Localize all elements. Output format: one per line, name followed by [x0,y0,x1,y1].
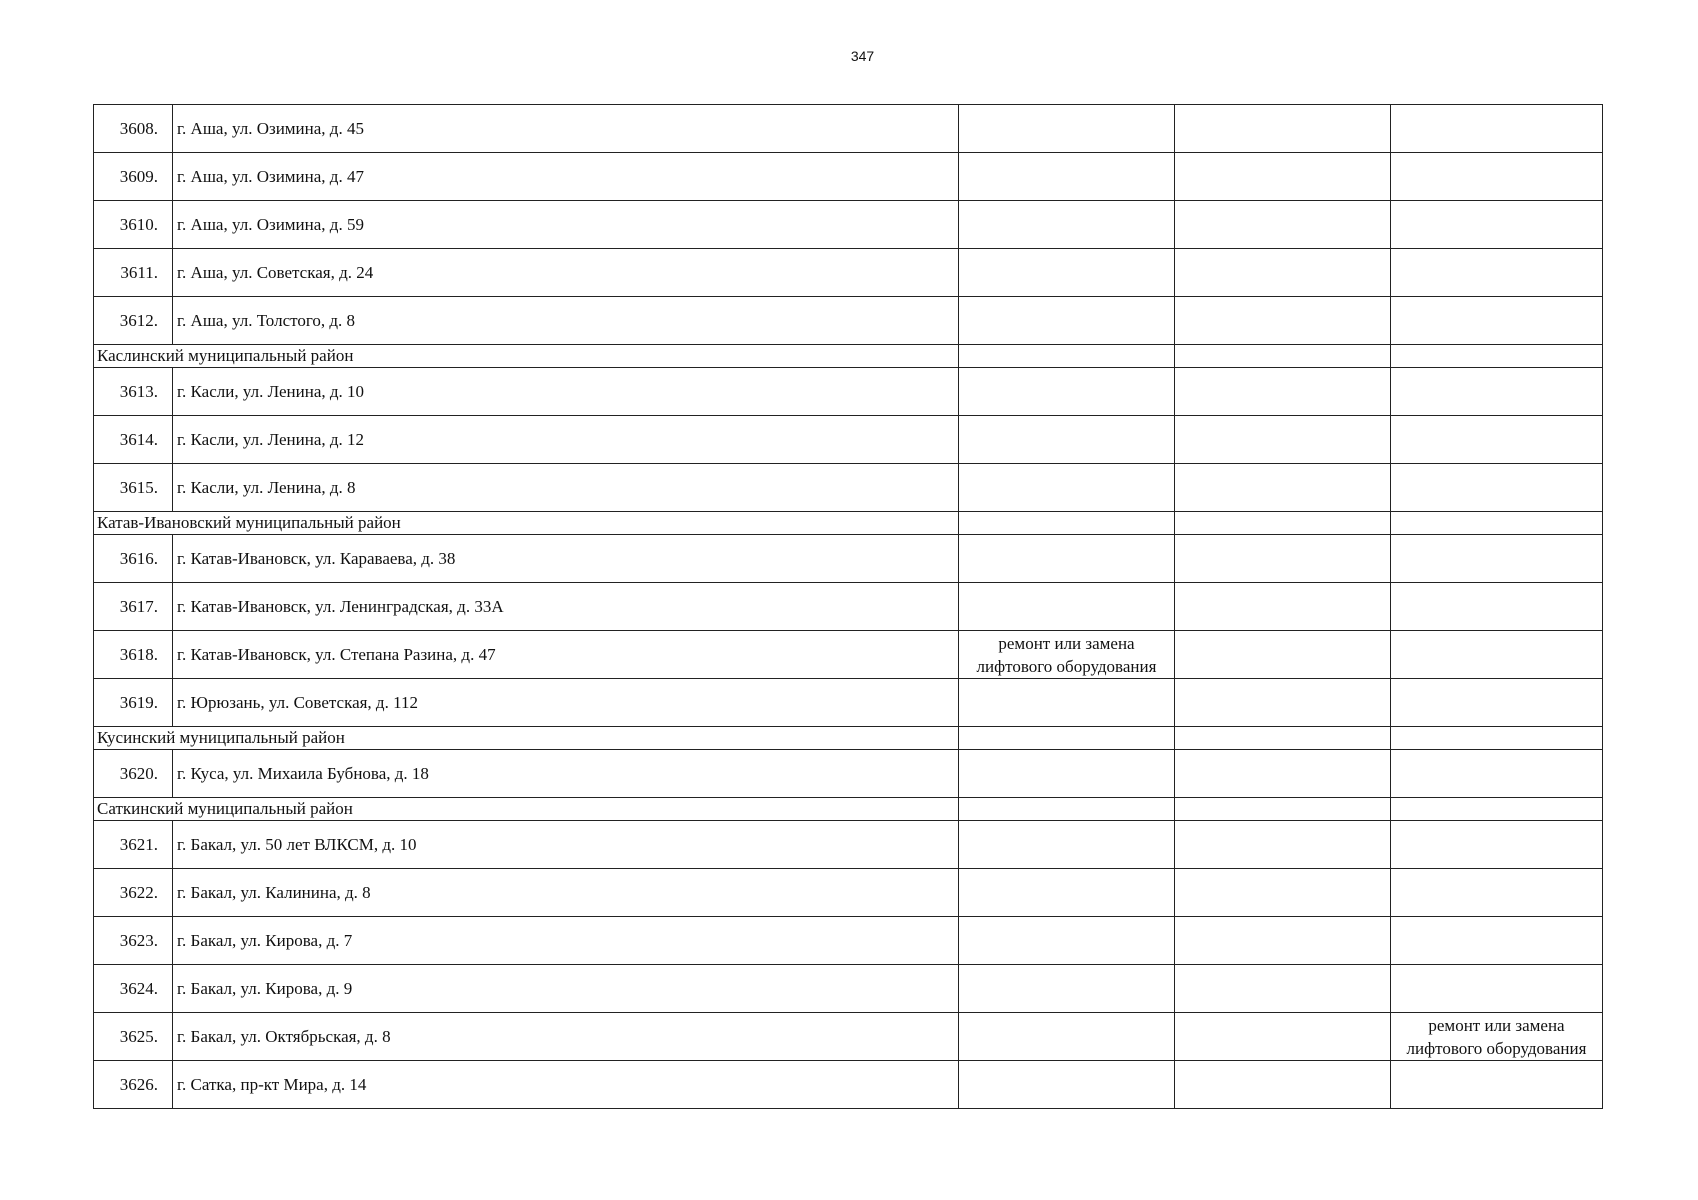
section-empty-cell [1175,512,1391,535]
section-label: Каслинский муниципальный район [94,345,959,368]
address-cell: г. Аша, ул. Озимина, д. 59 [173,201,959,249]
table-row [94,464,1603,512]
row-number-cell: 3610. [94,201,173,249]
section-label: Катав-Ивановский муниципальный район [94,512,959,535]
address-cell: г. Катав-Ивановск, ул. Караваева, д. 38 [173,535,959,583]
work-type-cell-3 [1391,917,1603,965]
section-header-row [94,798,1603,821]
work-type-cell-2 [1175,416,1391,464]
table-row [94,105,1603,153]
section-empty-cell [959,727,1175,750]
work-type-cell-1 [959,368,1175,416]
table-row [94,631,1603,679]
table-row [94,965,1603,1013]
work-type-cell-3 [1391,965,1603,1013]
row-number-cell: 3619. [94,679,173,727]
work-type-cell-3 [1391,153,1603,201]
section-empty-cell [1391,345,1603,368]
table-row [94,869,1603,917]
work-type-cell-1 [959,583,1175,631]
table-body [94,105,1603,1109]
address-cell: г. Касли, ул. Ленина, д. 10 [173,368,959,416]
work-type-cell-1 [959,297,1175,345]
work-type-cell-3 [1391,679,1603,727]
address-cell: г. Аша, ул. Озимина, д. 45 [173,105,959,153]
page-number: 347 [850,48,875,64]
address-cell: г. Сатка, пр-кт Мира, д. 14 [173,1061,959,1109]
work-type-cell-2 [1175,201,1391,249]
row-number-cell: 3611. [94,249,173,297]
table-row [94,1061,1603,1109]
work-type-cell-2 [1175,1013,1391,1061]
work-type-cell-3 [1391,583,1603,631]
address-cell: г. Бакал, ул. Калинина, д. 8 [173,869,959,917]
work-type-cell-1 [959,535,1175,583]
row-number-cell: 3621. [94,821,173,869]
work-type-cell-1 [959,249,1175,297]
work-type-cell-3 [1391,105,1603,153]
work-type-cell-2 [1175,679,1391,727]
section-label: Саткинский муниципальный район [94,798,959,821]
row-number-cell: 3609. [94,153,173,201]
address-cell: г. Касли, ул. Ленина, д. 12 [173,416,959,464]
table-row [94,917,1603,965]
work-type-cell-2 [1175,965,1391,1013]
row-number-cell: 3625. [94,1013,173,1061]
work-type-cell-1 [959,917,1175,965]
table-row [94,821,1603,869]
work-type-cell-1 [959,464,1175,512]
work-type-cell-3 [1391,869,1603,917]
work-type-cell-2 [1175,821,1391,869]
address-cell: г. Касли, ул. Ленина, д. 8 [173,464,959,512]
row-number-cell: 3623. [94,917,173,965]
work-type-cell-1 [959,153,1175,201]
work-type-cell-1 [959,201,1175,249]
work-type-cell-3 [1391,535,1603,583]
address-cell: г. Аша, ул. Толстого, д. 8 [173,297,959,345]
work-type-cell-2 [1175,368,1391,416]
work-type-cell-3 [1391,368,1603,416]
row-number-cell: 3622. [94,869,173,917]
work-type-cell-2 [1175,917,1391,965]
table-row [94,249,1603,297]
section-header-row [94,512,1603,535]
table-row [94,750,1603,798]
address-cell: г. Аша, ул. Озимина, д. 47 [173,153,959,201]
work-type-cell-1 [959,869,1175,917]
work-type-cell-1 [959,821,1175,869]
section-empty-cell [1391,798,1603,821]
address-cell: г. Куса, ул. Михаила Бубнова, д. 18 [173,750,959,798]
row-number-cell: 3613. [94,368,173,416]
work-type-cell-2 [1175,583,1391,631]
row-number-cell: 3626. [94,1061,173,1109]
work-type-cell-3 [1391,201,1603,249]
row-number-cell: 3612. [94,297,173,345]
section-empty-cell [959,798,1175,821]
housing-repair-table [93,104,1603,1109]
table-row [94,1013,1603,1061]
work-type-cell-1 [959,750,1175,798]
work-type-cell-3 [1391,631,1603,679]
section-empty-cell [959,512,1175,535]
table-row [94,297,1603,345]
address-cell: г. Бакал, ул. Кирова, д. 9 [173,965,959,1013]
row-number-cell: 3614. [94,416,173,464]
table-row [94,535,1603,583]
work-type-cell-1 [959,416,1175,464]
work-type-cell-2 [1175,464,1391,512]
work-type-cell-1 [959,1013,1175,1061]
address-cell: г. Бакал, ул. 50 лет ВЛКСМ, д. 10 [173,821,959,869]
work-type-cell-3 [1391,297,1603,345]
work-type-cell-3 [1391,821,1603,869]
row-number-cell: 3608. [94,105,173,153]
work-type-cell-3 [1391,1061,1603,1109]
work-type-cell-1: ремонт или замена лифтового оборудования [959,631,1175,679]
work-type-cell-3 [1391,464,1603,512]
table-row [94,201,1603,249]
address-cell: г. Юрюзань, ул. Советская, д. 112 [173,679,959,727]
address-cell: г. Бакал, ул. Октябрьская, д. 8 [173,1013,959,1061]
work-type-cell-1 [959,965,1175,1013]
section-header-row [94,345,1603,368]
table-row [94,416,1603,464]
table-row [94,153,1603,201]
row-number-cell: 3616. [94,535,173,583]
work-type-cell-3: ремонт или замена лифтового оборудования [1391,1013,1603,1061]
work-type-cell-2 [1175,297,1391,345]
address-cell: г. Бакал, ул. Кирова, д. 7 [173,917,959,965]
work-type-cell-3 [1391,750,1603,798]
address-cell: г. Аша, ул. Советская, д. 24 [173,249,959,297]
section-empty-cell [1175,798,1391,821]
work-type-cell-2 [1175,750,1391,798]
row-number-cell: 3624. [94,965,173,1013]
work-type-cell-2 [1175,535,1391,583]
section-empty-cell [1175,727,1391,750]
work-type-cell-1 [959,105,1175,153]
row-number-cell: 3620. [94,750,173,798]
section-label: Кусинский муниципальный район [94,727,959,750]
work-type-cell-2 [1175,153,1391,201]
row-number-cell: 3615. [94,464,173,512]
section-empty-cell [1391,727,1603,750]
row-number-cell: 3618. [94,631,173,679]
work-type-cell-3 [1391,249,1603,297]
work-type-cell-2 [1175,869,1391,917]
address-cell: г. Катав-Ивановск, ул. Ленинградская, д. 33А [173,583,959,631]
table-row [94,679,1603,727]
work-type-cell-2 [1175,631,1391,679]
section-empty-cell [1175,345,1391,368]
section-empty-cell [1391,512,1603,535]
table-row [94,583,1603,631]
address-cell: г. Катав-Ивановск, ул. Степана Разина, д. 47 [173,631,959,679]
table-row [94,368,1603,416]
row-number-cell: 3617. [94,583,173,631]
work-type-cell-2 [1175,1061,1391,1109]
work-type-cell-3 [1391,416,1603,464]
work-type-cell-1 [959,1061,1175,1109]
work-type-cell-1 [959,679,1175,727]
section-header-row [94,727,1603,750]
section-empty-cell [959,345,1175,368]
work-type-cell-2 [1175,249,1391,297]
work-type-cell-2 [1175,105,1391,153]
